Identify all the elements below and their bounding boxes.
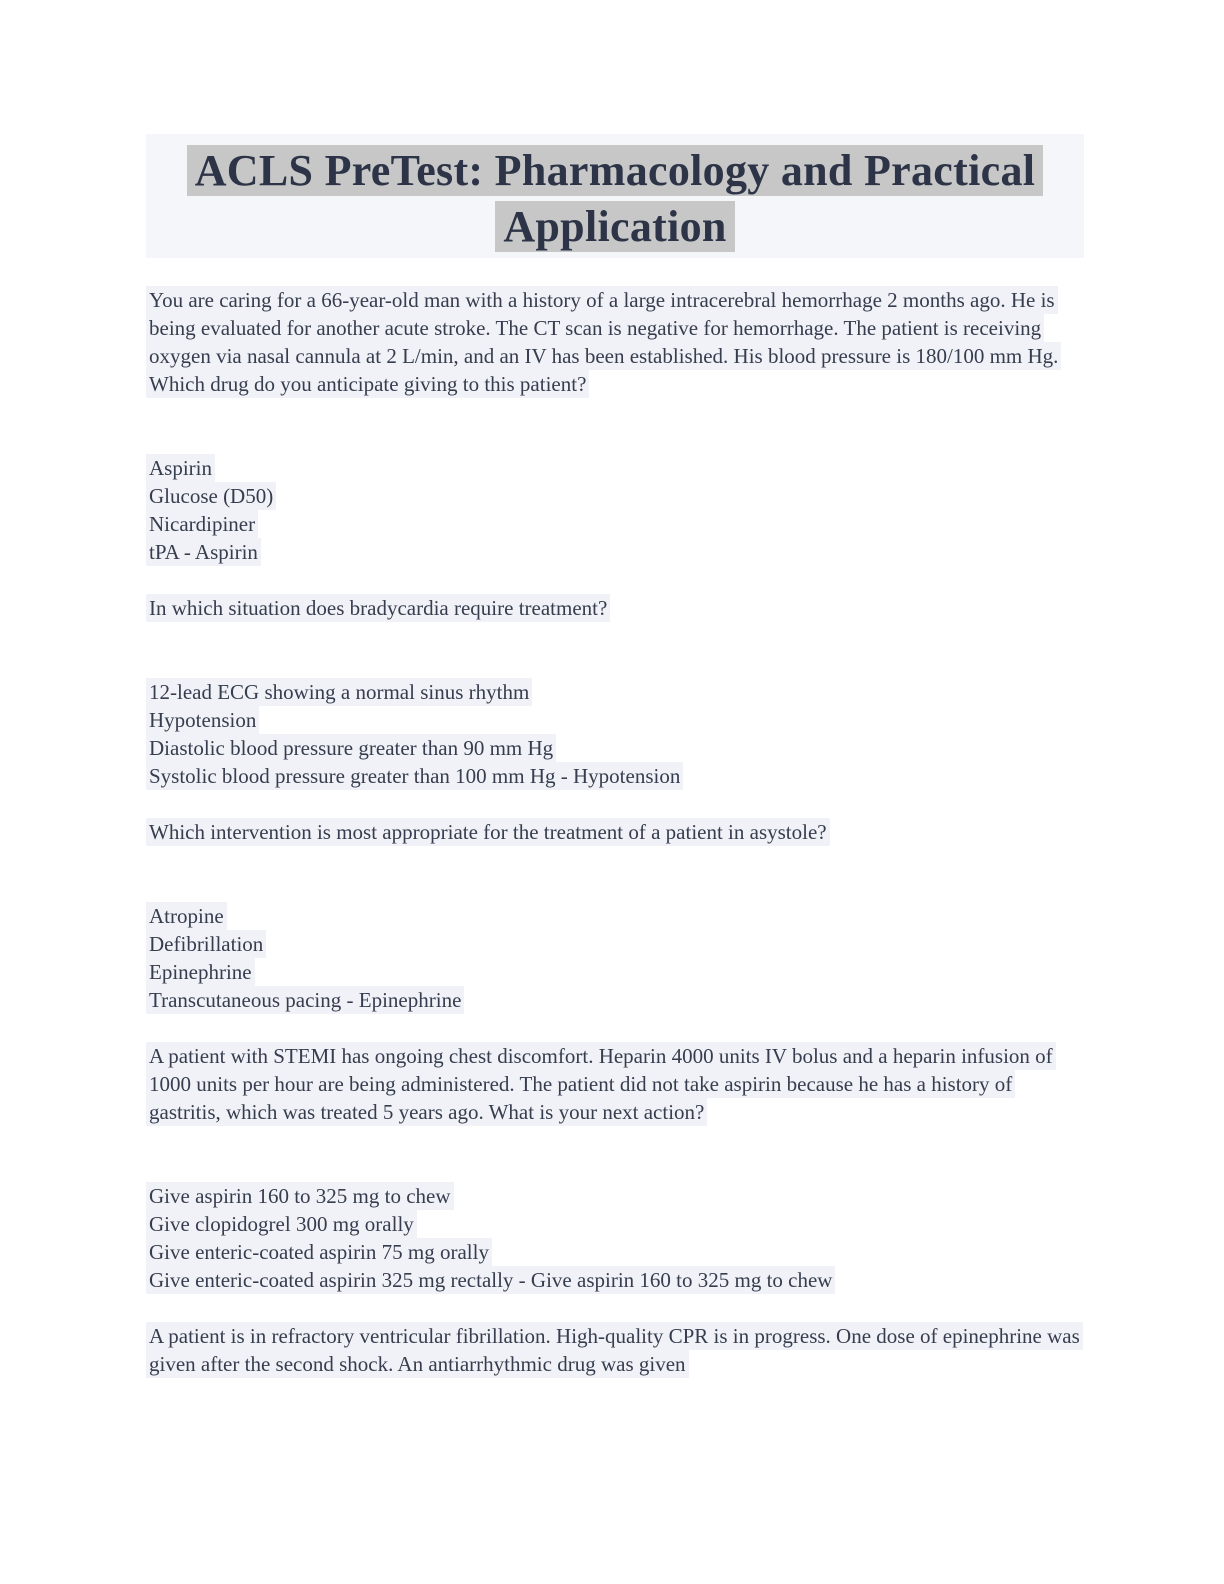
question-block-3 [146,818,1084,1014]
question-text: A patient with STEMI has ongoing chest discomfort. Heparin 4000 units IV bolus and a heparin infusion of 1000 units per hour are being administered. The patient did not take aspirin because he has a history of gastritis, which was treated 5 years ago. What is your next action? [146,1042,1056,1126]
option-line [146,986,1084,1014]
question-paragraph [146,286,1084,398]
option-line [146,902,1084,930]
option-line [146,706,1084,734]
option-text: Diastolic blood pressure greater than 90 mm Hg [146,734,556,762]
question-paragraph [146,1042,1084,1126]
option-line [146,1182,1084,1210]
option-text: 12-lead ECG showing a normal sinus rhythm [146,678,532,706]
option-text: Systolic blood pressure greater than 100 mm Hg - Hypotension [146,762,683,790]
option-line [146,930,1084,958]
question-paragraph [146,594,1084,622]
option-line [146,538,1084,566]
option-text: Hypotension [146,706,259,734]
option-line [146,1238,1084,1266]
question-block-1 [146,286,1084,566]
question-text: Which intervention is most appropriate for the treatment of a patient in asystole? [146,818,830,846]
title-block [146,134,1084,258]
option-line [146,454,1084,482]
options-group [146,902,1084,1014]
option-line [146,482,1084,510]
options-group [146,1182,1084,1294]
page-title [146,143,1084,255]
option-text: Aspirin [146,454,215,482]
question-block-5 [146,1322,1084,1378]
option-text: Defibrillation [146,930,266,958]
option-text: Give clopidogrel 300 mg orally [146,1210,417,1238]
options-group [146,678,1084,790]
option-text: Epinephrine [146,958,255,986]
option-text: Nicardipiner [146,510,258,538]
question-paragraph [146,1322,1084,1378]
option-line [146,734,1084,762]
question-text: In which situation does bradycardia require treatment? [146,594,610,622]
question-block-4 [146,1042,1084,1294]
question-block-2 [146,594,1084,790]
option-text: Glucose (D50) [146,482,276,510]
option-line [146,762,1084,790]
question-text: A patient is in refractory ventricular fibrillation. High-quality CPR is in progress. One dose of epinephrine was given after the second shock. An antiarrhythmic drug was given [146,1322,1083,1378]
option-text: Atropine [146,902,227,930]
option-text: Transcutaneous pacing - Epinephrine [146,986,464,1014]
option-line [146,678,1084,706]
page-title-text: ACLS PreTest: Pharmacology and Practical Application [187,145,1044,252]
option-text: tPA - Aspirin [146,538,261,566]
option-text: Give enteric-coated aspirin 75 mg orally [146,1238,492,1266]
option-text: Give enteric-coated aspirin 325 mg rectally - Give aspirin 160 to 325 mg to chew [146,1266,835,1294]
option-text: Give aspirin 160 to 325 mg to chew [146,1182,454,1210]
option-line [146,958,1084,986]
option-line [146,510,1084,538]
option-line [146,1210,1084,1238]
options-group [146,454,1084,566]
question-paragraph [146,818,1084,846]
question-text: You are caring for a 66-year-old man with a history of a large intracerebral hemorrhage 2 months ago. He is being evaluated for another acute stroke. The CT scan is negative for hemorrhage. The patient is receiving oxygen via nasal cannula at 2 L/min, and an IV has been established. His blood pressure is 180/100 mm Hg. Which drug do you anticipate giving to this patient? [146,286,1061,398]
option-line [146,1266,1084,1294]
